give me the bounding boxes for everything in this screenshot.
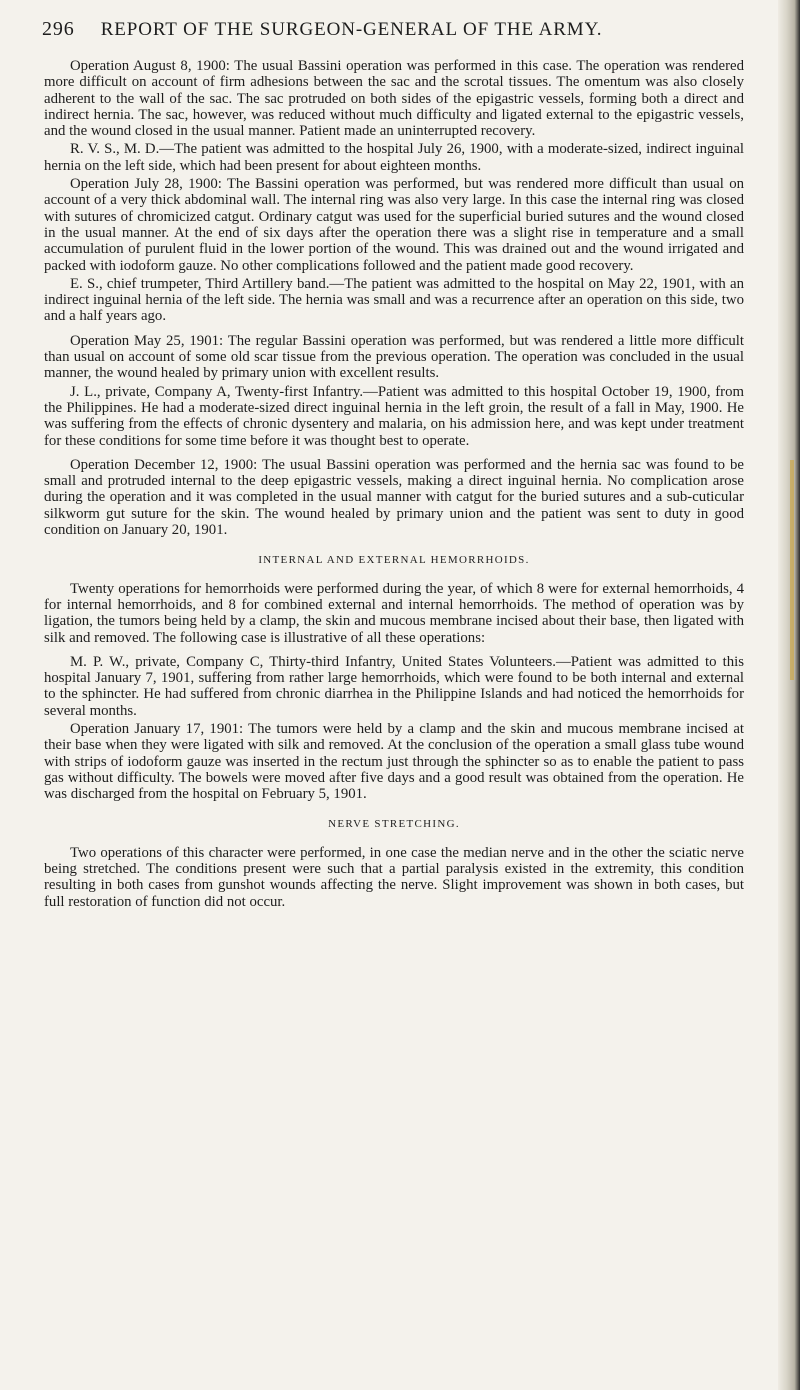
paragraph: R. V. S., M. D.—The patient was admitted to the hospital July 26, 1900, with a moderate-sized, indirect inguinal hernia on the left side, which had been present for about eighteen months. xyxy=(44,141,744,174)
running-header xyxy=(42,18,756,44)
running-title: REPORT OF THE SURGEON-GENERAL OF THE ARMY. xyxy=(100,19,603,40)
page-spine-edge xyxy=(778,0,800,1390)
paragraph: Operation May 25, 1901: The regular Bassini operation was performed, but was rendered a little more difficult than usual on account of some old scar tissue from the previous operation. The operation was concluded in the usual manner, the wound healed by primary union with excellent results. xyxy=(44,332,744,382)
paragraph: Operation July 28, 1900: The Bassini operation was performed, but was rendered more difficult than usual on account of a very thick abdominal wall. The internal ring was also very large. In this case the internal ring was closed with sutures of chromicized catgut. Ordinary catgut was used for the superficial buried sutures and the wound closed in the usual manner. At the end of six days after the operation there was a slight rise in temperature and a small accumulation of purulent fluid in the lower portion of the wound. This was drained out and the wound irrigated and packed with iodoform gauze. No other complications followed and the patient made good recovery. xyxy=(44,176,744,274)
section-heading-hemorrhoids: INTERNAL AND EXTERNAL HEMORRHOIDS. xyxy=(258,554,530,567)
paragraph: Operation December 12, 1900: The usual Bassini operation was performed and the hernia sac was found to be small and protruded internal to the deep epigastric vessels, making a direct inguinal hernia. No complication arose during the operation and it was completed in the usual manner with catgut for the buried sutures and a sub-cuticular silkworm gut suture for the skin. The wound healed by primary union and the patient was sent to duty in good condition on January 20, 1901. xyxy=(44,456,744,539)
paragraph: Operation January 17, 1901: The tumors were held by a clamp and the skin and mucous membrane incised at their base when they were ligated with silk and removed. At the conclusion of the operation a small glass tube wound with strips of iodoform gauze was inserted in the rectum just through the sphincter so as to enable the patient to pass gas without difficulty. The bowels were moved after five days and a good result was obtained from the operation. He was discharged from the hospital on February 5, 1901. xyxy=(44,720,744,803)
paragraph: Two operations of this character were performed, in one case the median nerve and in the other the sciatic nerve being stretched. The conditions present were such that a partial paralysis existed in the extremity, this condition resulting in both cases from gunshot wounds affecting the nerve. Slight improvement was shown in both cases, but full restoration of function did not occur. xyxy=(44,844,744,910)
paragraph: Operation August 8, 1900: The usual Bassini operation was performed in this case. The operation was rendered more difficult on account of firm adhesions between the sac and the scrotal tissues. The omentum was also closely adherent to the wall of the sac. The sac protruded on both sides of the epigastric vessels, forming both a direct and indirect hernia. The sac, however, was reduced without much difficulty and ligated external to the epigastric vessels, and the wound closed in the usual manner. Patient made an uninterrupted recovery. xyxy=(44,58,744,140)
paragraph: Twenty operations for hemorrhoids were performed during the year, of which 8 were for external hemorrhoids, 4 for internal hemorrhoids, and 8 for combined external and internal hemorrhoids. The method of operation was by ligation, the tumors being held by a clamp, the skin and mucous membrane incised about their base, then ligated with silk and removed. The following case is illustrative of all these operations: xyxy=(44,580,744,646)
spine-mark xyxy=(790,460,794,680)
section-heading-nerve: NERVE STRETCHING. xyxy=(328,818,460,831)
body-text xyxy=(44,58,744,910)
page-number: 296 xyxy=(42,18,75,40)
paragraph: J. L., private, Company A, Twenty-first Infantry.—Patient was admitted to this hospital October 19, 1900, from the Philippines. He had a moderate-sized direct inguinal hernia in the left groin, the result of a fall in May, 1900. He was suffering from the effects of chronic dysentery and malaria, on his admission here, and was kept under treatment for these conditions for some time before it was thought best to operate. xyxy=(44,383,744,449)
paragraph: M. P. W., private, Company C, Thirty-third Infantry, United States Volunteers.—Patient was admitted to this hospital January 7, 1901, suffering from rather large hemorrhoids, which were found to be both internal and external to the sphincter. He had suffered from chronic diarrhea in the Philippine Islands and had noticed the hemorrhoids for several months. xyxy=(44,653,744,719)
paragraph: E. S., chief trumpeter, Third Artillery band.—The patient was admitted to the hospital on May 22, 1901, with an indirect inguinal hernia of the left side. The hernia was small and was a recurrence after an operation on this side, two and a half years ago. xyxy=(44,275,744,325)
